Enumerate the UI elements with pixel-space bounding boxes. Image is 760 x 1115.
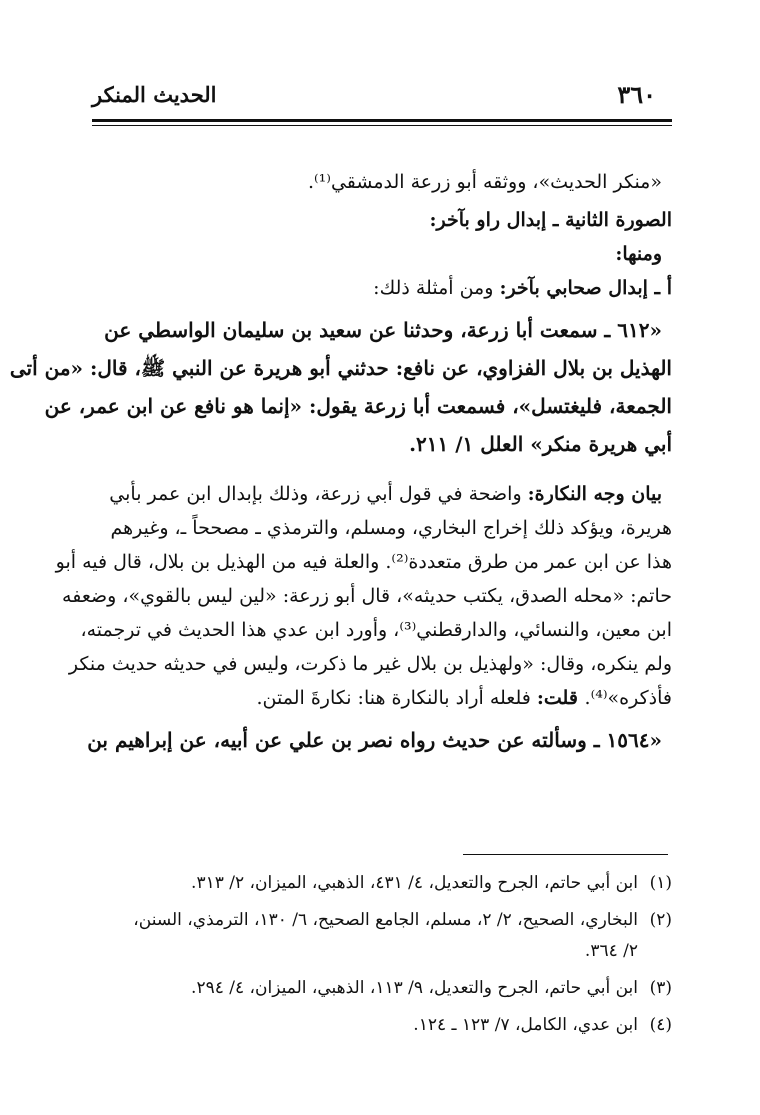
page-number: ٣٦٠ — [617, 80, 656, 109]
footnote-2: (٢)البخاري، الصحيح، ٢/ ٢، مسلم، الجامع الصحيح، ٦/ ١٣٠، الترمذي، السنن، ٢/ ٣٦٤. — [133, 910, 672, 961]
footnote-3: (٣)ابن أبي حاتم، الجرح والتعديل، ٩/ ١١٣، الذهبي، الميزان، ٤/ ٢٩٤. — [191, 978, 672, 998]
footnote-4: (٤)ابن عدي، الكامل، ٧/ ١٢٣ ـ ١٢٤. — [413, 1015, 672, 1035]
text-line: «منكر الحديث»، ووثقه أبو زرعة الدمشقي⁽¹⁾. — [307, 171, 662, 193]
header-rule-thin — [92, 125, 672, 126]
footnotes — [92, 868, 672, 1047]
running-title: الحديث المنكر — [92, 82, 217, 107]
footnote-separator — [463, 854, 668, 855]
example-heading: أ ـ إبدال صحابي بآخر: ومن أمثلة ذلك: — [373, 277, 672, 299]
quotation-1564: «١٥٦٤ ـ وسألته عن حديث رواه نصر بن علي عن أبيه، عن إبراهيم بن — [87, 728, 662, 752]
main-text — [9, 165, 672, 759]
subheading: ومنها: — [615, 243, 662, 265]
footnote-1: (١)ابن أبي حاتم، الجرح والتعديل، ٤/ ٤٣١، الذهبي، الميزان، ٢/ ٣١٣. — [191, 873, 672, 893]
section-heading: الصورة الثانية ـ إبدال راو بآخر: — [429, 209, 672, 231]
header-rule-thick — [92, 119, 672, 122]
quotation-612: «٦١٢ ـ سمعت أبا زرعة، وحدثنا عن سعيد بن سليمان الواسطي عن الهذيل بن بلال الفزاوي، عن نافع: حدثني أبو هريرة عن النبي ﷺ، قال: «من أتى الجمعة، فليغتسل»، فسمعت أبا زرعة يقول: «إنما هو نافع عن ابن عمر، عن أبي هريرة منكر» العلل ١/ ٢١١. — [9, 318, 672, 456]
explanation-paragraph: بيان وجه النكارة: واضحة في قول أبي زرعة، وذلك بإبدال ابن عمر بأبي هريرة، ويؤكد ذلك إخراج البخاري، ومسلم، والترمذي ـ مصححاً ـ، وغيرهم هذا عن ابن عمر من طرق متعددة⁽²⁾. والعلة فيه من الهذيل بن بلال، قال فيه أبو حاتم: «محله الصدق، يكتب حديثه»، قال أبو زرعة: «لين ليس بالقوي»، وضعفه ابن معين، والنسائي، والدارقطني⁽³⁾، وأورد ابن عدي هذا الحديث في ترجمته، ولم ينكره، وقال: «ولهذيل بن بلال غير ما ذكرت، وليس في حديثه حديث منكر فأذكره»⁽⁴⁾. قلت: فلعله أراد بالنكارة هنا: نكارةَ المتن. — [55, 483, 672, 709]
